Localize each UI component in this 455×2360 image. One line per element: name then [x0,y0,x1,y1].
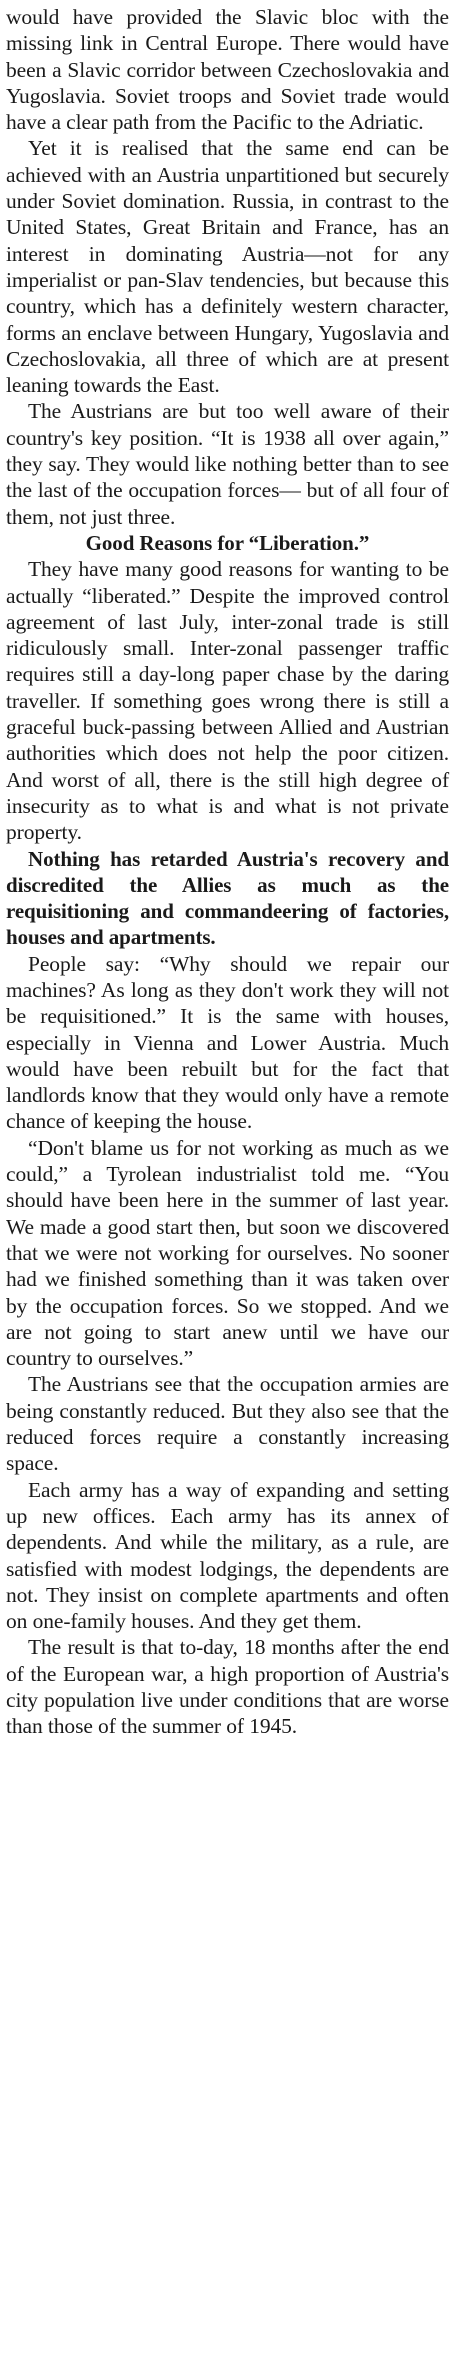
subheading-liberation: Good Reasons for “Liberation.” [85,530,370,555]
paragraph-result: The result is that to-day, 18 months after the end of the European war, a high proportion of Austria's city population live under conditions that are worse than those of the summer of 1945. [6,1635,449,1739]
bold-paragraph-requisitioning: Nothing has retarded Austria's recovery and discredited the Allies as much as the requisitioning and commandeering of factories, houses and apartments. [6,846,449,950]
paragraph-repair-machines: People say: “Why should we repair our machines? As long as they don't work they will not be requisitioned.” It is the same with houses, especially in Vienna and Lower Austria. Much would have been rebuilt but for the fact that landlords know that they would only have a remote chance of keeping the house. [6,951,449,1134]
paragraph-tyrolean-industrialist: “Don't blame us for not working as much as we could,” a Tyrolean industrialist told me. “You should have been here in the summer of last year. We made a good start then, but soon we discovered that we were not working for ourselves. No sooner had we finished something than it was taken over by the occupation forces. So we stopped. And we are not going to start anew until we have our country to ourselves.” [6,1135,449,1371]
paragraph-army-expanding: Each army has a way of expanding and setting up new offices. Each army has its annex of dependents. And while the military, as a rule, are satisfied with modest lodgings, the dependents are not. They insist on complete apartments and often on one-family houses. And they get them. [6,1477,449,1634]
paragraph-armies-reduced: The Austrians see that the occupation armies are being constantly reduced. But they also see that the reduced forces require a constantly increasing space. [6,1372,449,1476]
paragraph-good-reasons: They have many good reasons for wanting to be actually “liberated.” Despite the improved control agreement of last July, inter-zonal trade is still ridiculously small. Inter-zonal passenger traffic requires still a day-long paper chase by the daring traveller. If something goes wrong there is still a graceful buck-passing between Allied and Austrian authorities which does not help the poor citizen. And worst of all, there is the still high degree of insecurity as to what is and what is not private property. [6,557,449,845]
paragraph-slavic-corridor: would have provided the Slavic bloc with the missing link in Central Europe. There would have been a Slavic corridor between Czechoslovakia and Yugoslavia. Soviet troops and Soviet trade would have a clear path from the Pacific to the Adriatic. [6,5,449,135]
paragraph-soviet-domination: Yet it is realised that the same end can be achieved with an Austria unpartitioned but securely under Soviet domination. Russia, in contrast to the United States, Great Britain and France, has an interest in dominating Austria—not for any imperialist or pan-Slav tendencies, but because this country, which has a definitely western character, forms an enclave between Hungary, Yugoslavia and Czechoslovakia, all three of which are at present leaning towards the East. [6,136,449,398]
paragraph-key-position: The Austrians are but too well aware of their country's key position. “It is 1938 all over again,” they say. They would like nothing better than to see the last of the occupation forces— but of all four of them, not just three. [6,399,449,529]
